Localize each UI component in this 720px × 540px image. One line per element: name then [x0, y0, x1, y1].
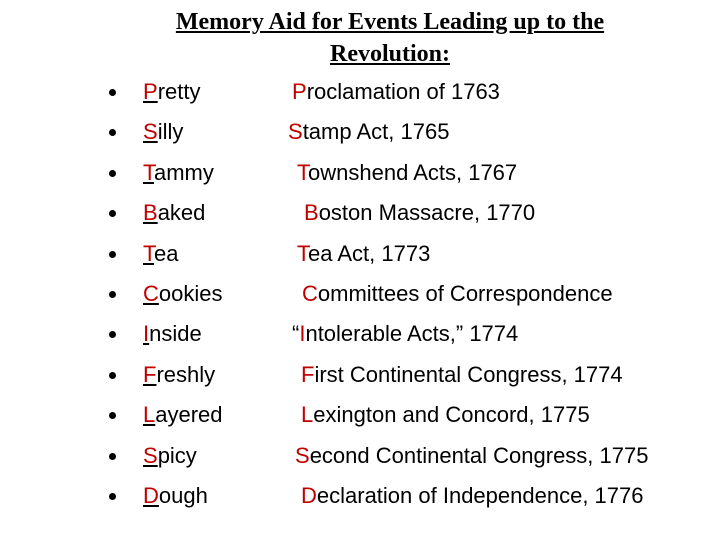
mnemonic-rest: ammy — [154, 159, 214, 185]
memory-aid-list — [0, 74, 720, 518]
bullet-icon — [109, 291, 116, 298]
event-rest: econd Continental Congress, 1775 — [309, 442, 649, 468]
mnemonic-initial: I — [143, 321, 150, 347]
list-item — [0, 478, 720, 518]
event-initial: I — [299, 321, 306, 347]
mnemonic-rest: picy — [157, 442, 197, 468]
event-rest: ea Act, 1773 — [308, 240, 431, 266]
mnemonic-initial: P — [143, 79, 158, 104]
list-item — [0, 74, 720, 114]
bullet-icon — [109, 493, 116, 500]
event-initial: P — [292, 79, 307, 104]
event-name — [288, 119, 449, 145]
event-rest: tamp Act, 1765 — [302, 119, 450, 145]
mnemonic-word — [143, 241, 178, 267]
event-rest: exington and Concord, 1775 — [313, 402, 590, 428]
bullet-icon — [109, 331, 116, 338]
list-item — [0, 276, 720, 316]
bullet-icon — [109, 129, 116, 136]
event-name — [295, 443, 648, 469]
mnemonic-word — [143, 483, 208, 509]
mnemonic-rest: ough — [158, 482, 208, 508]
mnemonic-rest: retty — [157, 79, 201, 104]
list-item — [0, 357, 720, 397]
mnemonic-rest: nside — [149, 321, 202, 347]
mnemonic-rest: illy — [157, 119, 184, 145]
list-item — [0, 114, 720, 154]
event-initial: B — [304, 200, 319, 226]
list-item — [0, 438, 720, 478]
mnemonic-word — [143, 79, 200, 105]
bullet-icon — [109, 412, 116, 419]
mnemonic-rest: ayered — [155, 402, 223, 428]
mnemonic-rest: reshly — [156, 361, 216, 387]
mnemonic-initial: S — [143, 442, 158, 468]
bullet-icon — [109, 453, 116, 460]
mnemonic-word — [143, 362, 215, 388]
title-line-1: Memory Aid for Events Leading up to the — [175, 9, 605, 35]
event-initial: S — [288, 119, 303, 145]
event-name — [304, 200, 535, 226]
mnemonic-word — [143, 200, 205, 226]
list-item — [0, 155, 720, 195]
list-item — [0, 195, 720, 235]
mnemonic-initial: L — [143, 402, 156, 428]
event-rest: ntolerable Acts,” 1774 — [305, 321, 519, 347]
event-initial: D — [301, 482, 317, 508]
bullet-icon — [109, 372, 116, 379]
list-item — [0, 397, 720, 437]
list-item — [0, 316, 720, 356]
event-initial: T — [297, 240, 308, 266]
event-rest: irst Continental Congress, 1774 — [314, 361, 623, 387]
title-line-2: Revolution: — [330, 41, 450, 67]
event-name — [302, 281, 613, 307]
event-prefix: “ — [292, 321, 300, 347]
bullet-icon — [109, 251, 116, 258]
event-rest: eclaration of Independence, 1776 — [316, 482, 644, 508]
bullet-icon — [109, 210, 116, 217]
list-item — [0, 236, 720, 276]
bullet-icon — [109, 89, 116, 96]
mnemonic-initial: B — [143, 200, 158, 226]
event-name — [301, 402, 590, 428]
mnemonic-word — [143, 281, 222, 307]
mnemonic-initial: T — [143, 159, 154, 185]
mnemonic-rest: ookies — [158, 280, 223, 306]
event-initial: F — [301, 361, 315, 387]
mnemonic-initial: F — [143, 361, 157, 387]
mnemonic-initial: C — [143, 280, 159, 306]
event-rest: oston Massacre, 1770 — [318, 200, 536, 226]
mnemonic-initial: T — [143, 240, 154, 266]
mnemonic-word — [143, 321, 202, 347]
event-initial: L — [301, 402, 314, 428]
event-initial: S — [295, 442, 310, 468]
mnemonic-rest: ea — [154, 240, 179, 266]
mnemonic-word — [143, 160, 214, 186]
event-name — [301, 483, 644, 509]
event-initial: C — [302, 280, 318, 306]
bullet-icon — [109, 170, 116, 177]
event-name — [292, 321, 518, 347]
event-name — [301, 362, 623, 388]
event-rest: roclamation of 1763 — [306, 79, 500, 104]
mnemonic-word — [143, 443, 197, 469]
mnemonic-word — [143, 402, 223, 428]
mnemonic-initial: S — [143, 119, 158, 145]
mnemonic-rest: aked — [157, 200, 206, 226]
event-name — [297, 241, 430, 267]
event-name — [292, 79, 500, 105]
event-rest: ownshend Acts, 1767 — [308, 159, 518, 185]
event-rest: ommittees of Correspondence — [317, 280, 613, 306]
mnemonic-word — [143, 119, 183, 145]
mnemonic-initial: D — [143, 482, 159, 508]
slide-title — [90, 6, 690, 70]
event-initial: T — [297, 159, 308, 185]
event-name — [297, 160, 517, 186]
